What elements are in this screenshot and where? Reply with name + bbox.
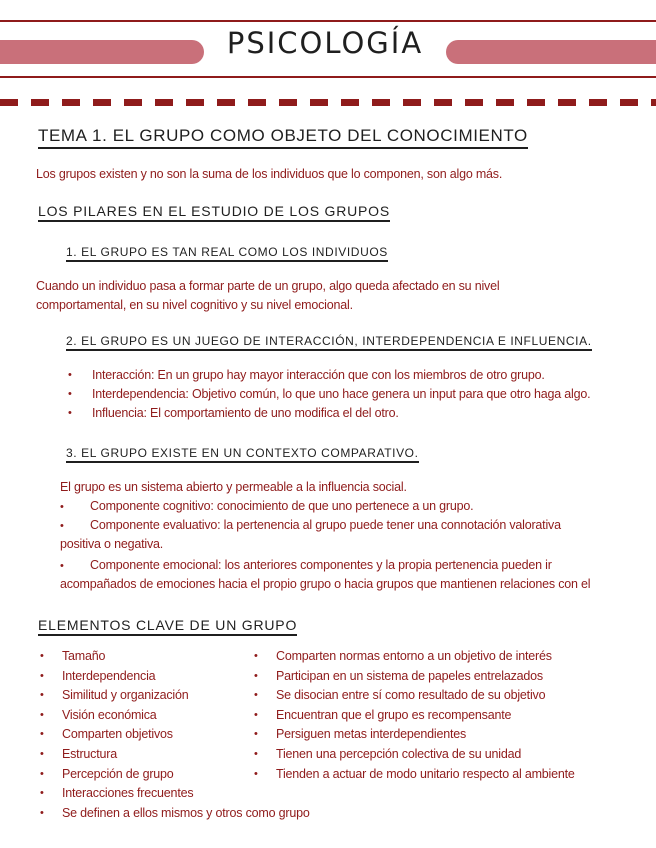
list-item: • Interdependencia (62, 667, 310, 687)
bullet-icon: • (60, 560, 64, 572)
pilar-2-bullets (92, 366, 590, 423)
componente-evaluativo-cont: positiva o negativa. (60, 537, 164, 551)
list-item: • Tienden a actuar de modo unitario respecto al ambiente (276, 765, 575, 785)
list-item: • Influencia: El comportamiento de uno modifica el del otro. (92, 404, 590, 423)
list-item: • Estructura (62, 745, 310, 765)
list-item: • Participan en un sistema de papeles entrelazados (276, 667, 575, 687)
dashed-divider (0, 99, 656, 106)
list-item: • Se disocian entre sí como resultado de su objetivo (276, 686, 575, 706)
elementos-left-list (62, 647, 310, 823)
list-item: • Comparten objetivos (62, 725, 310, 745)
list-item: • Tamaño (62, 647, 310, 667)
pilar-1-heading: 1. EL GRUPO ES TAN REAL COMO LOS INDIVIDUOS (66, 245, 388, 262)
list-item: • Tienen una percepción colectiva de su unidad (276, 745, 575, 765)
componente-cognitivo: • Componente cognitivo: conocimiento de que uno pertenece a un grupo. (60, 497, 473, 517)
list-item: • Encuentran que el grupo es recompensante (276, 706, 575, 726)
componente-emocional: • Componente emocional: los anteriores componentes y la propia pertenencia pueden ir (60, 556, 552, 576)
pilar-3-intro: El grupo es un sistema abierto y permeable a la influencia social. (60, 480, 407, 494)
tema-heading: TEMA 1. EL GRUPO COMO OBJETO DEL CONOCIMIENTO (38, 126, 528, 149)
header-bottom-rule (0, 76, 656, 78)
list-item: • Interacción: En un grupo hay mayor interacción que con los miembros de otro grupo. (92, 366, 590, 385)
pilar-1-line-2: comportamental, en su nivel cognitivo y su nivel emocional. (36, 298, 353, 312)
pilar-2-heading: 2. EL GRUPO ES UN JUEGO DE INTERACCIÓN, INTERDEPENDENCIA E INFLUENCIA. (66, 334, 592, 351)
bullet-icon: • (60, 520, 64, 532)
elementos-right-list (276, 647, 575, 784)
header-right-pill (446, 40, 656, 64)
tema-intro: Los grupos existen y no son la suma de los individuos que lo componen, son algo más. (36, 167, 503, 181)
list-item: • Interacciones frecuentes (62, 784, 310, 804)
elementos-heading: ELEMENTOS CLAVE DE UN GRUPO (38, 617, 297, 636)
page-header (0, 20, 656, 84)
pilares-heading: LOS PILARES EN EL ESTUDIO DE LOS GRUPOS (38, 203, 390, 222)
pilar-3-heading: 3. EL GRUPO EXISTE EN UN CONTEXTO COMPARATIVO. (66, 446, 419, 463)
list-item: • Comparten normas entorno a un objetivo de interés (276, 647, 575, 667)
pilar-1-line-1: Cuando un individuo pasa a formar parte de un grupo, algo queda afectado en su nivel (36, 279, 500, 293)
componente-emocional-cont: acompañados de emociones hacia el propio grupo o hacia grupos que mantienen relaciones con el (60, 577, 591, 591)
list-item: • Similitud y organización (62, 686, 310, 706)
header-top-rule (0, 20, 656, 22)
list-item: • Interdependencia: Objetivo común, lo que uno hace genera un input para que otro haga algo. (92, 385, 590, 404)
componente-evaluativo: • Componente evaluativo: la pertenencia al grupo puede tener una connotación valorativa (60, 516, 561, 536)
bullet-icon: • (60, 501, 64, 513)
list-item: • Visión económica (62, 706, 310, 726)
page-title: PSICOLOGÍA (226, 26, 424, 60)
list-item: • Se definen a ellos mismos y otros como grupo (62, 804, 310, 824)
list-item: • Percepción de grupo (62, 765, 310, 785)
header-left-pill (0, 40, 204, 64)
list-item: • Persiguen metas interdependientes (276, 725, 575, 745)
